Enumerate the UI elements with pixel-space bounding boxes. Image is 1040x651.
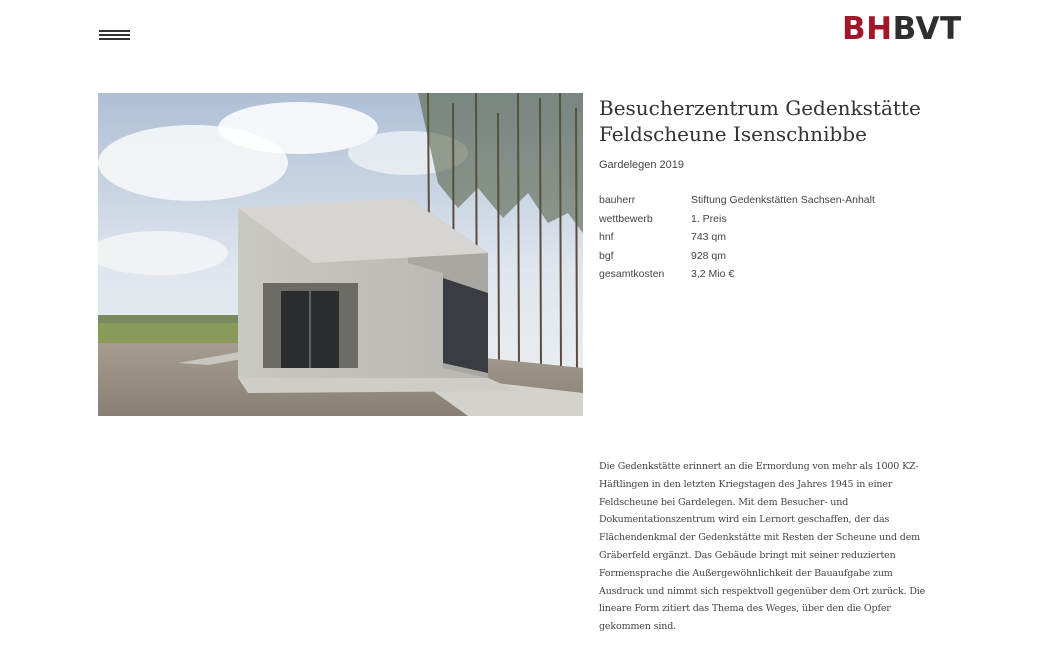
logo[interactable] (842, 12, 962, 46)
fact-label: bgf (599, 249, 614, 262)
fact-row-wettbewerb (599, 210, 875, 229)
project-description: Die Gedenkstätte erinnert an die Ermordung von mehr als 1000 KZ-Häftlingen in den letzten Kriegstagen des Jahres 1945 in einer Feldscheune bei Gardelegen. Mit dem Besucher- und Dokumentationszentrum wird ein Lernort geschaffen, der das Flächendenkmal der Gedenkstätte mit Resten der Scheune und dem Gräberfeld ergänzt. Das Gebäude bringt mit seiner reduzierten Formensprache die Außergewöhnlichkeit der Bauaufgabe zum Ausdruck und nimmt sich respektvoll gegenüber dem Ort zurück. Die lineare Form zitiert das Thema des Weges, über den die Opfer gekommen sind. (599, 461, 926, 633)
logo-part-bh: BH (842, 11, 893, 47)
fact-row-hnf (599, 228, 875, 247)
project-location-year: Gardelegen 2019 (599, 159, 685, 171)
logo-part-bvt: BVT (892, 11, 962, 47)
fact-label: wettbewerb (599, 212, 653, 225)
fact-label: bauherr (599, 194, 636, 206)
fact-value: 743 qm (691, 231, 727, 244)
fact-row-gesamtkosten (599, 265, 875, 284)
fact-value: Stiftung Gedenkstätten Sachsen-Anhalt (691, 194, 875, 206)
project-facts (599, 191, 875, 284)
fact-label: hnf (599, 231, 614, 244)
fact-row-bauherr (599, 191, 875, 210)
project-title: Besucherzentrum Gedenkstätte Feldscheune Isenschnibbe (599, 96, 921, 146)
fact-label: gesamtkosten (599, 268, 665, 281)
hamburger-menu-icon-bar (99, 38, 130, 40)
hamburger-menu-icon (99, 30, 130, 32)
fact-row-bgf (599, 247, 875, 266)
fact-value: 1. Preis (691, 212, 727, 225)
project-photo (98, 93, 583, 416)
menu-button[interactable] (99, 29, 130, 41)
fact-value: 928 qm (691, 249, 727, 262)
fact-value: 3,2 Mio € (691, 268, 735, 281)
hamburger-menu-icon-bar (99, 34, 130, 36)
